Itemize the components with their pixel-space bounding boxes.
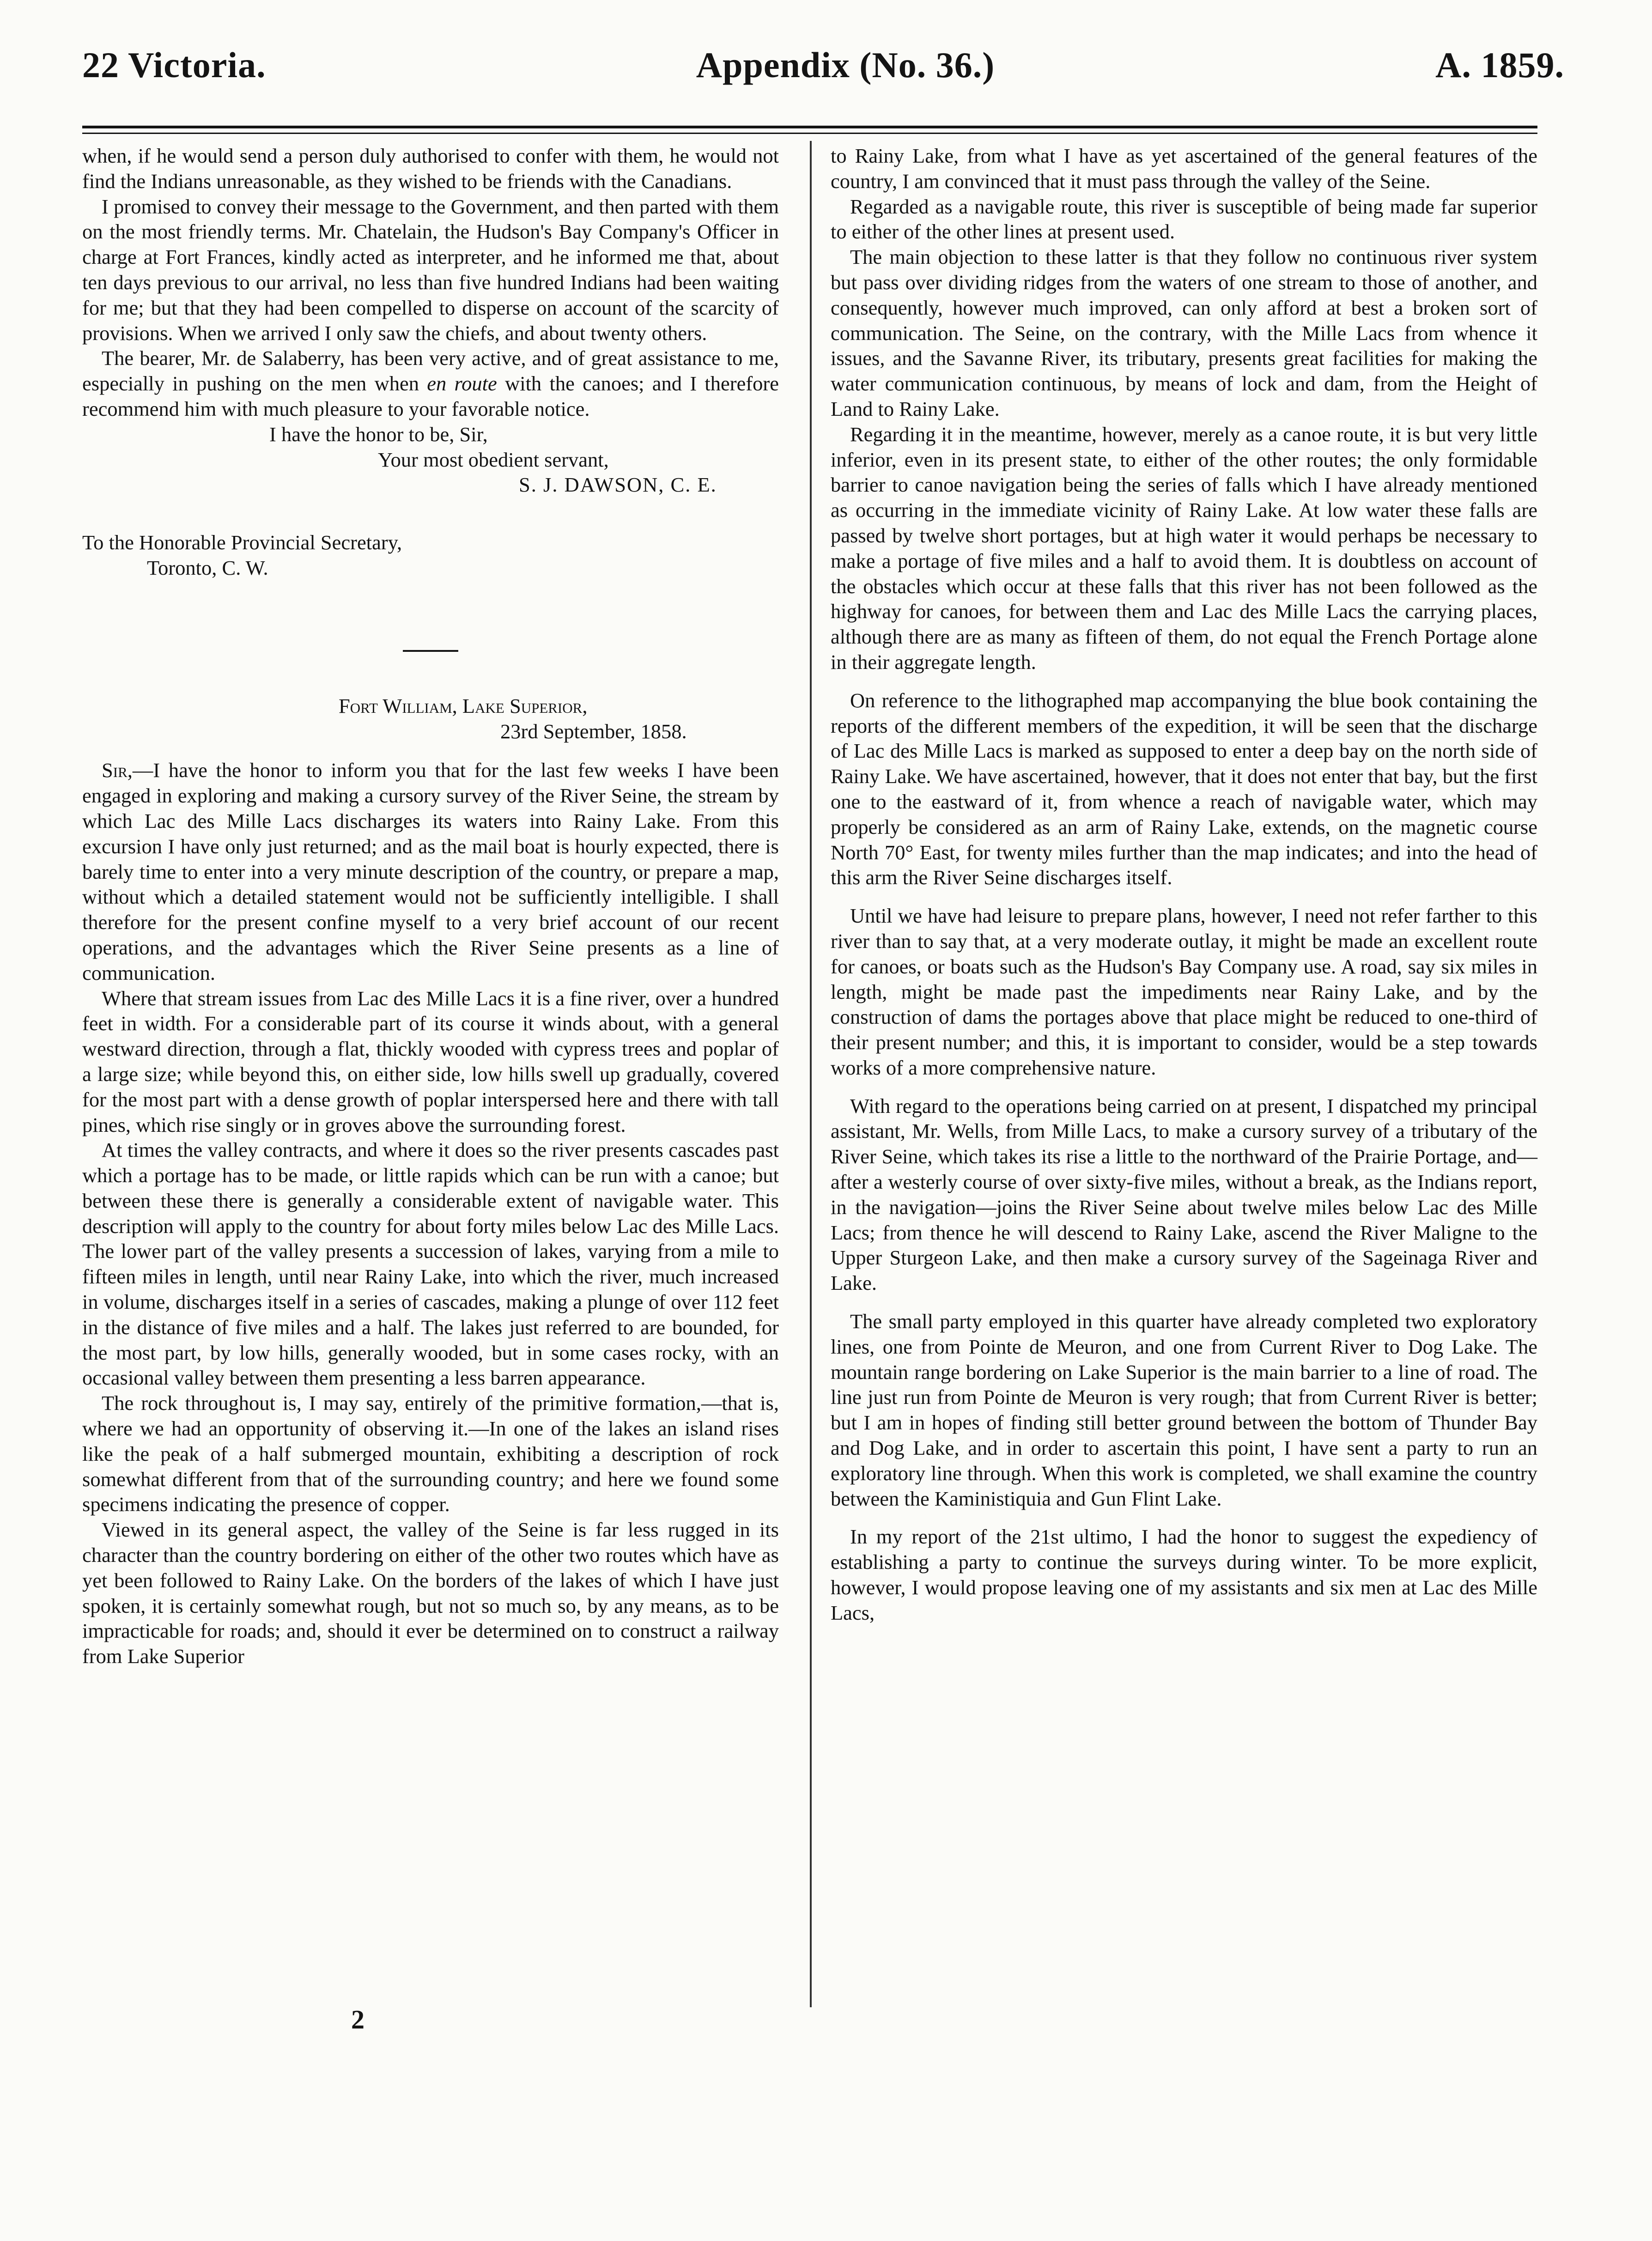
paragraph: At times the valley contracts, and where it does so the river presents cascades past which a portage has to be made, or little rapids which can be run with a canoe; but between these there is generally a considerable extent of navigable water. This description will apply to the country for about forty miles below Lac des Mille Lacs. The lower part of the valley presents a succession of lakes, varying from a mile to fifteen miles in length, until near Rainy Lake, into which the river, much increased in volume, discharges itself in a series of cascades, making a plunge of over 112 feet in the distance of five miles and a half. The lakes just referred to are bounded, for the most part, by low hills, generally wooded, but in some cases rocky, with an occasional valley between them presenting a less barren appearance. (82, 1138, 779, 1390)
paragraph: Until we have had leisure to prepare plans, however, I need not refer farther to this river than to say that, at a very moderate outlay, it might be made an excellent route for canoes, or boats such as the Hudson's Bay Company use. A road, say six miles in length, might be made past the impediments near Rainy Lake, and by the construction of dams the portages above that place might be reduced to one-third of their present number; and this, it is important to consider, would be a step towards works of a more comprehensive nature. (831, 904, 1537, 1079)
addressee-line: To the Honorable Provincial Secretary, (82, 531, 402, 554)
right-column (831, 143, 1537, 1626)
paragraph: The main objection to these latter is that they follow no continuous river system but pass over dividing ridges from the waters of one stream to those of another, and consequently, however much improved, can only afford at best a broken sort of communication. The Seine, on the contrary, with the Mille Lacs from whence it issues, and the Savanne River, its tributary, presents great facilities for making the water communication continuous, by means of lock and dam, from the Height of Land to Rainy Lake. (831, 245, 1537, 420)
addressee-line: Toronto, C. W. (147, 556, 268, 579)
closing-line: Your most obedient servant, (378, 448, 609, 471)
header-session: 22 Victoria. (82, 45, 266, 85)
header-rule-thin (82, 133, 1537, 134)
closing-line: I have the honor to be, Sir, (269, 422, 488, 446)
paragraph: In my report of the 21st ultimo, I had the honor to suggest the expediency of establishing a party to continue the surveys during winter. To be more explicit, however, I would propose leaving one of my assistants and six men at Lac des Mille Lacs, (831, 1525, 1537, 1624)
paragraph: Where that stream issues from Lac des Mille Lacs it is a fine river, over a hundred feet in width. For a considerable part of its course it winds about, with a general westward direction, through a flat, thickly wooded with cypress trees and poplar of a large size; while beyond this, on either side, low hills swell up gradually, covered for the most part with a dense growth of poplar interspersed here and there with tall pines, which rise singly or in groves above the surrounding forest. (82, 986, 779, 1136)
dateline-date: 23rd September, 1858. (500, 719, 687, 743)
paragraph: With regard to the operations being carried on at present, I dispatched my principal assistant, Mr. Wells, from Mille Lacs, to make a cursory survey of a tributary of the River Seine, which takes its rise a little to the northward of the Prairie Portage, and—after a westerly course of over sixty-five miles, without a break, as the Indians report, in the navigation—joins the River Seine about twelve miles below Lac des Mille Lacs; from thence he will descend to Rainy Lake, ascend the River Maligne to the Upper Sturgeon Lake, and then make a cursory survey of the Sageinaga River and Lake. (831, 1094, 1537, 1295)
paragraph (82, 346, 779, 421)
paragraph: The rock throughout is, I may say, entirely of the primitive formation,—that is, where we had an opportunity of observing it.—In one of the lakes an island rises like the peak of a half submerged mountain, exhibiting a description of rock somewhat different from that of the surrounding country; and here we found some specimens indicating the presence of copper. (82, 1391, 779, 1516)
paragraph-text: with the canoes; and I therefore recommend him with much pleasure to your favorable notice. (82, 372, 779, 420)
column-divider (810, 141, 812, 2007)
paragraph: when, if he would send a person duly authorised to confer with them, he would not find the Indians unreasonable, as they wished to be friends with the Canadians. (82, 144, 779, 193)
dateline-place: Fort William, Lake Superior, (339, 694, 588, 717)
signature: S. J. DAWSON, C. E. (519, 473, 717, 497)
paragraph-text: The bearer, Mr. de Salaberry, has been very active, and of great assistance to me, especially in pushing on the men when (82, 346, 779, 395)
paragraph: Regarded as a navigable route, this river is susceptible of being made far superior to either of the other lines at present used. (831, 194, 1537, 243)
paragraph: Viewed in its general aspect, the valley of the Seine is far less rugged in its character than the country bordering on either of the other two routes which have as yet been followed to Rainy Lake. On the borders of the lakes of which I have just spoken, it is certainly somewhat rough, but not so much so, by any means, as to be impracticable for roads; and, should it ever be determined on to construct a railway from Lake Superior (82, 1518, 779, 1668)
left-column (82, 143, 779, 1669)
paragraph-text: —I have the honor to inform you that for the last few weeks I have been engaged in exploring and making a cursory survey of the River Seine, the stream by which Lac des Mille Lacs discharges its waters into Rainy Lake. From this excursion I have only just returned; and as the mail boat is hourly expected, there is barely time to enter into a very minute description of the country, or prepare a map, without which a detailed statement would not be sufficiently intelligible. I shall therefore for the present confine myself to a very brief account of our recent operations, and the advantages which the River Seine presents as a line of communication. (82, 759, 779, 984)
paragraph (82, 758, 779, 985)
header-appendix: Appendix (No. 36.) (696, 45, 995, 85)
salutation: Sir, (102, 759, 133, 782)
section-divider (403, 650, 458, 652)
paragraph: The small party employed in this quarter have already completed two exploratory lines, one from Pointe de Meuron, and one from Current River to Dog Lake. The mountain range bordering on Lake Superior is the main barrier to a line of road. The line just run from Pointe de Meuron is very rough; that from Current River is better; but I am in hopes of finding still better ground between the bottom of Thunder Bay and Dog Lake, and in order to ascertain this point, I have sent a party to run an exploratory line through. When this work is completed, we shall examine the country between the Kaministiquia and Gun Flint Lake. (831, 1310, 1537, 1510)
paragraph: On reference to the lithographed map accompanying the blue book containing the reports of the different members of the expedition, it will be seen that the discharge of Lac des Mille Lacs is marked as supposed to enter a deep bay on the north side of Rainy Lake. We have ascertained, however, that it does not enter that bay, but the first one to the eastward of it, from whence a reach of navigable water, which may properly be considered as an arm of Rainy Lake, extends, on the magnetic course North 70° East, for twenty miles further than the map indicates; and into the head of this arm the River Seine discharges itself. (831, 688, 1537, 889)
paragraph: Regarding it in the meantime, however, merely as a canoe route, it is but very little inferior, even in its present state, to either of the other routes; the only formidable barrier to canoe navigation being the series of falls which I have already mentioned as occurring in the immediate vicinity of Rainy Lake. At low water these falls are passed by twelve short portages, but at high water it would perhaps be necessary to make a portage of five miles and a half to avoid them. It is doubtless on account of the obstacles which occur at these falls that this river has not been followed as the highway for canoes, for between them and Lac des Mille Lacs the carrying places, although there are as many as fifteen of them, do not equal the French Portage alone in their aggregate length. (831, 422, 1537, 674)
header-rule-thick (82, 126, 1537, 128)
page-number: 2 (351, 2004, 364, 2035)
header-year: A. 1859. (1435, 45, 1564, 85)
italic-phrase: en route (427, 372, 497, 395)
paragraph: I promised to convey their message to the Government, and then parted with them on the most friendly terms. Mr. Chatelain, the Hudson's Bay Company's Officer in charge at Fort Frances, kindly acted as interpreter, and he informed me that, about ten days previous to our arrival, no less than five hundred Indians had been waiting for me; but that they had been compelled to disperse on account of the scarcity of provisions. When we arrived I only saw the chiefs, and about twenty others. (82, 194, 779, 345)
paragraph: to Rainy Lake, from what I have as yet ascertained of the general features of the country, I am convinced that it must pass through the valley of the Seine. (831, 144, 1537, 193)
